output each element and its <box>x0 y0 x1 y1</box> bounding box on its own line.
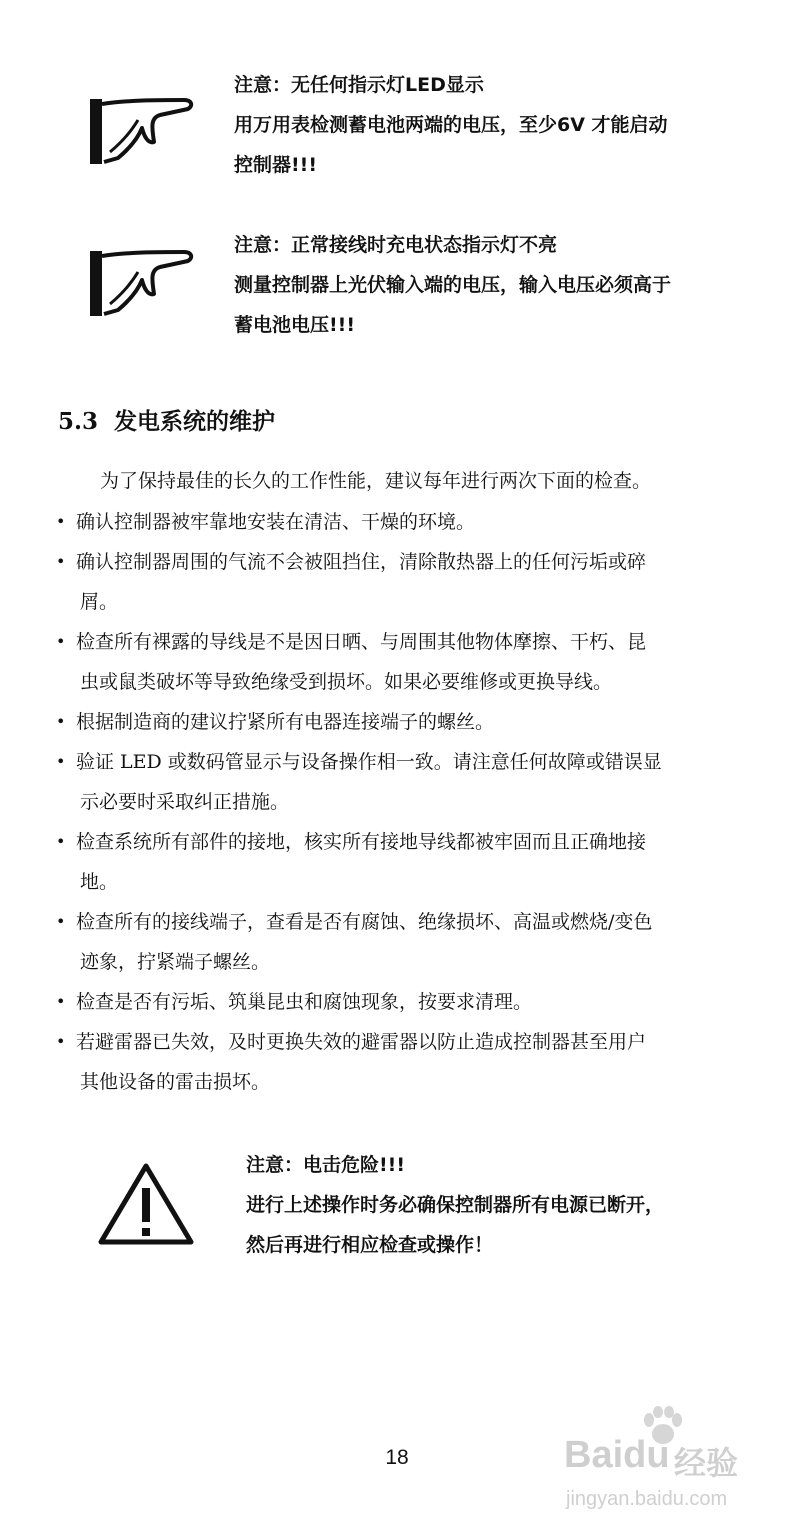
bullet-dot: • <box>56 632 66 651</box>
bullet-dot: • <box>56 752 66 771</box>
list-item-continuation: 其他设备的雷击损坏。 <box>80 1071 271 1093</box>
list-item: 确认控制器周围的气流不会被阻挡住，清除散热器上的任何污垢或碎 <box>76 551 647 573</box>
list-item: 根据制造商的建议拧紧所有电器连接端子的螺丝。 <box>76 711 495 733</box>
list-item: 检查系统所有部件的接地，核实所有接地导线都被牢固而且正确地接 <box>76 831 647 853</box>
watermark <box>560 1406 750 1531</box>
list-item-continuation: 示必要时采取纠正措施。 <box>80 791 290 813</box>
page-number: 18 <box>385 1446 409 1469</box>
warning-triangle-icon <box>96 1160 196 1248</box>
note-body: 用万用表检测蓄电池两端的电压，至少6V 才能启动 <box>234 114 668 136</box>
list-item: 检查所有裸露的导线是不是因日晒、与周围其他物体摩擦、干朽、昆 <box>76 631 647 653</box>
section-title: 发电系统的维护 <box>114 408 276 435</box>
pointing-hand-icon <box>88 96 196 168</box>
bullet-dot: • <box>56 832 66 851</box>
bullet-dot: • <box>56 912 66 931</box>
note-body: 进行上述操作时务必确保控制器所有电源已断开， <box>246 1194 665 1216</box>
note-title: 注意：电击危险!!! <box>246 1154 405 1176</box>
list-item: 检查所有的接线端子，查看是否有腐蚀、绝缘损坏、高温或燃烧/变色 <box>76 911 653 933</box>
watermark-brand: Baidu <box>564 1434 670 1476</box>
watermark-product: 经验 <box>674 1445 739 1481</box>
list-item-continuation: 虫或鼠类破坏等导致绝缘受到损坏。如果必要维修或更换导线。 <box>80 671 613 693</box>
note-title: 注意：无任何指示灯LED显示 <box>234 74 484 96</box>
bullet-dot: • <box>56 992 66 1011</box>
note-title: 注意：正常接线时充电状态指示灯不亮 <box>234 234 558 256</box>
list-item: 检查是否有污垢、筑巢昆虫和腐蚀现象，按要求清理。 <box>76 991 533 1013</box>
note-body: 测量控制器上光伏输入端的电压，输入电压必须高于 <box>234 274 672 296</box>
pointing-hand-icon <box>88 248 196 320</box>
section-number: 5.3 <box>58 408 99 435</box>
note-body: 蓄电池电压!!! <box>234 314 355 336</box>
list-item: 若避雷器已失效，及时更换失效的避雷器以防止造成控制器甚至用户 <box>76 1031 647 1053</box>
list-item: 验证 LED 或数码管显示与设备操作相一致。请注意任何故障或错误显 <box>76 751 662 773</box>
note-body: 控制器!!! <box>234 154 317 176</box>
bullet-dot: • <box>56 512 66 531</box>
note-body: 然后再进行相应检查或操作！ <box>246 1234 494 1256</box>
intro-paragraph: 为了保持最佳的长久的工作性能，建议每年进行两次下面的检查。 <box>100 470 652 492</box>
section-heading <box>58 403 275 436</box>
bullet-dot: • <box>56 1032 66 1051</box>
bullet-dot: • <box>56 712 66 731</box>
list-item-continuation: 屑。 <box>80 591 119 613</box>
list-item-continuation: 迹象，拧紧端子螺丝。 <box>80 951 271 973</box>
bullet-dot: • <box>56 552 66 571</box>
list-item: 确认控制器被牢靠地安装在清洁、干燥的环境。 <box>76 511 476 533</box>
watermark-url: jingyan.baidu.com <box>566 1488 728 1510</box>
list-item-continuation: 地。 <box>80 871 119 893</box>
